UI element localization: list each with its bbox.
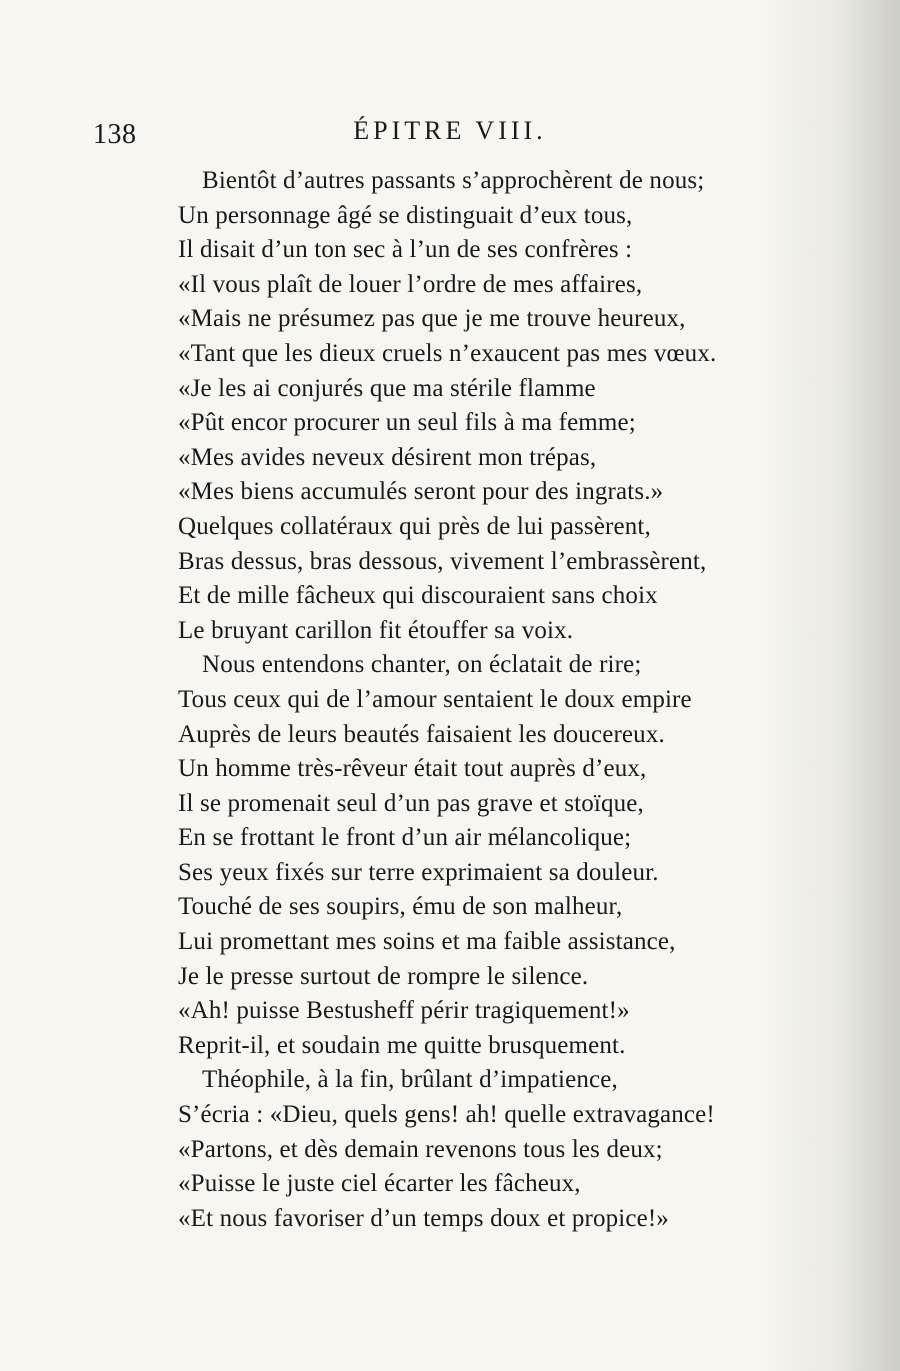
poem-line: Reprit-il, et soudain me quitte brusquement. [178,1031,626,1059]
poem-line: Auprès de leurs beautés faisaient les doucereux. [178,720,665,748]
poem-line: Bras dessus, bras dessous, vivement l’embrassèrent, [178,547,707,575]
poem-line: Lui promettant mes soins et ma faible assistance, [178,928,676,956]
running-head: ÉPITRE VIII. [353,116,547,145]
poem-line: Il disait d’un ton sec à l’un de ses confrères : [178,236,633,264]
poem-line: «Pût encor procurer un seul fils à ma femme; [178,409,636,437]
poem-line: «Tant que les dieux cruels n’exaucent pas mes vœux. [178,339,717,367]
poem-line: Le bruyant carillon fit étouffer sa voix. [178,616,574,644]
poem-line: Ses yeux fixés sur terre exprimaient sa douleur. [178,858,659,886]
poem-line: «Ah! puisse Bestusheff périr tragiquement!» [178,997,630,1025]
poem-line: S’écria : «Dieu, quels gens! ah! quelle extravagance! [178,1101,715,1129]
poem-line: «Mais ne présumez pas que je me trouve heureux, [178,305,686,333]
poem-line: «Mes biens accumulés seront pour des ingrats.» [178,478,664,506]
poem-line: Il se promenait seul d’un pas grave et stoïque, [178,789,644,817]
poem-line: «Et nous favoriser d’un temps doux et propice!» [178,1204,669,1232]
poem-line: Bientôt d’autres passants s’approchèrent de nous; [202,167,705,194]
poem-line: «Partons, et dès demain revenons tous les deux; [178,1135,663,1163]
poem-line: Touché de ses soupirs, ému de son malheur, [178,893,623,921]
poem-line: Tous ceux qui de l’amour sentaient le doux empire [178,685,692,713]
poem-line: «Je les ai conjurés que ma stérile flamme [178,374,596,402]
poem-line: Et de mille fâcheux qui discouraient sans choix [178,582,658,610]
poem-line: Je le presse surtout de rompre le silence. [178,962,589,990]
poem-body [178,164,818,1236]
poem-line: «Puisse le juste ciel écarter les fâcheux, [178,1170,581,1198]
poem-line: Un homme très-rêveur était tout auprès d’eux, [178,755,647,783]
poem-line: Quelques collatéraux qui près de lui passèrent, [178,512,651,540]
poem-line: Nous entendons chanter, on éclatait de rire; [202,651,642,679]
poem-line: «Il vous plaît de louer l’ordre de mes affaires, [178,270,643,298]
page-number: 138 [93,119,137,150]
poem-line: En se frottant le front d’un air mélancolique; [178,824,632,852]
poem-line: Théophile, à la fin, brûlant d’impatience, [202,1066,618,1094]
poem-line: Un personnage âgé se distinguait d’eux tous, [178,201,633,229]
poem-line: «Mes avides neveux désirent mon trépas, [178,443,597,471]
